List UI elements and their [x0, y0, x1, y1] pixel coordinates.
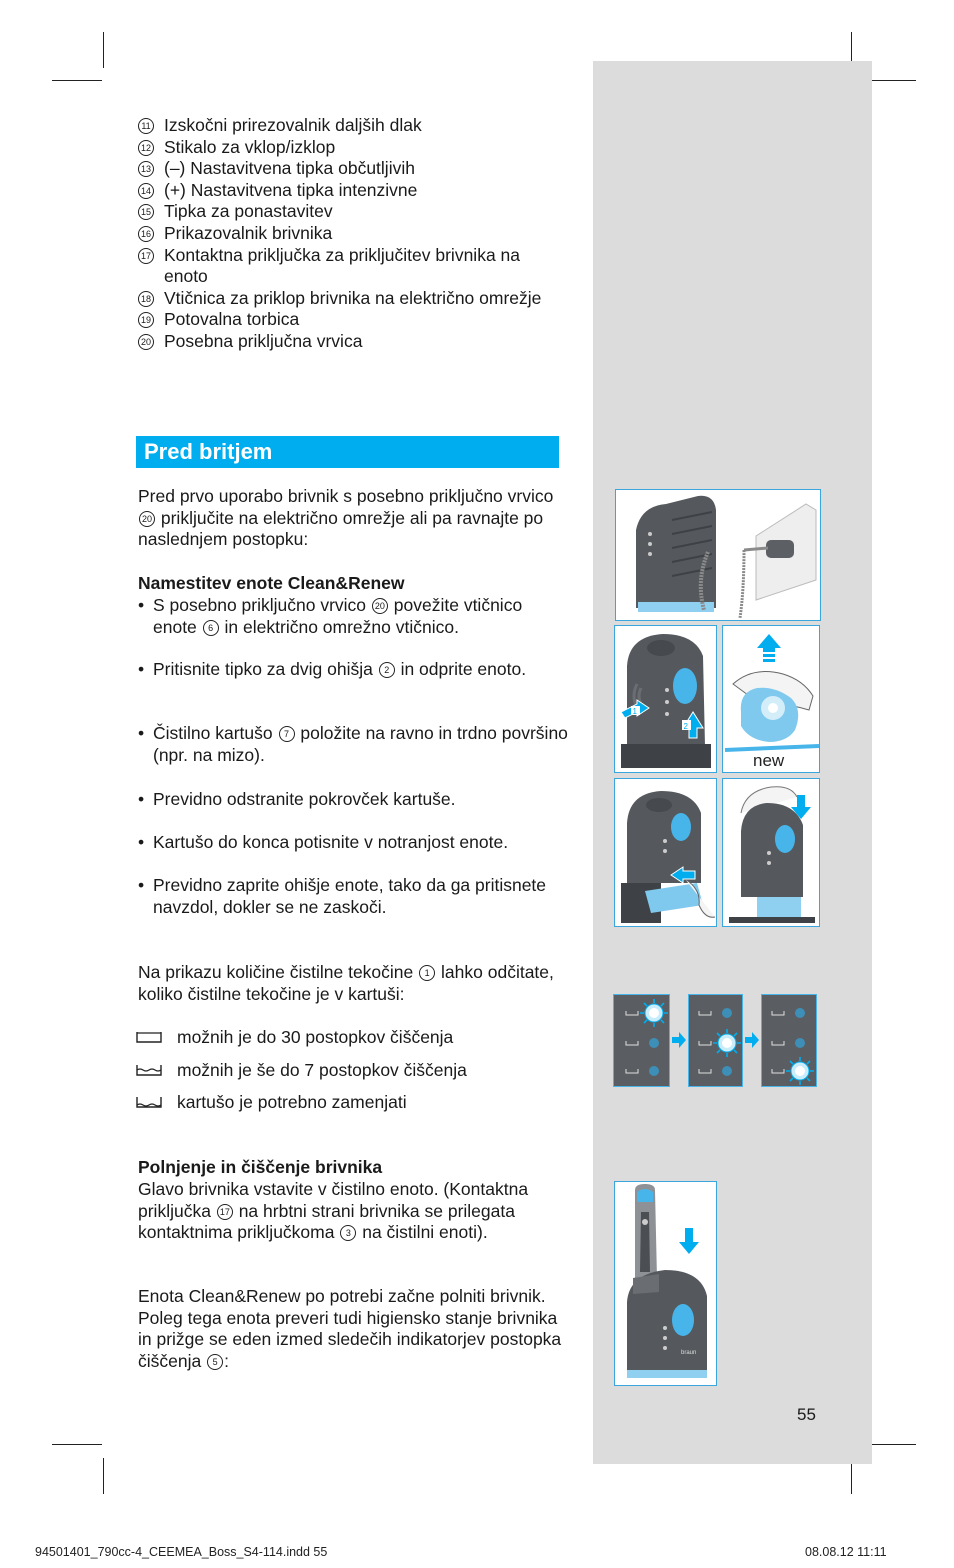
- figure-insert-cartridge: [614, 778, 717, 927]
- cartridge-full-icon: [136, 1031, 162, 1043]
- arrow-right-icon: [745, 1032, 759, 1048]
- figure-close-housing: [722, 778, 820, 927]
- parts-list: [138, 115, 568, 353]
- indicator-full-illustration: [614, 995, 669, 1086]
- figure-connect-cord: [615, 489, 821, 621]
- indicator-empty-illustration: [762, 995, 816, 1086]
- list-item: 20 Posebna priključna vrvica: [138, 331, 568, 353]
- list-item: 12 Stikalo za vklop/izklop: [138, 137, 568, 159]
- section-title: Pred britjem: [136, 436, 559, 468]
- charging-paragraph-1: Glavo brivnika vstavite v čistilno enoto. (Kontaktna priključka 17 na hrbtni strani brivnika se prilegata kontaktnima priključkoma 3 na čistilni enoti).: [138, 1179, 529, 1242]
- page-number: 55: [797, 1405, 816, 1424]
- setup-step-4: • Previdno odstranite pokrovček kartuše.: [138, 789, 456, 809]
- brand-logo: braun: [681, 1350, 697, 1356]
- indicator-panel-empty: [761, 994, 817, 1087]
- list-item: 16 Prikazovalnik brivnika: [138, 223, 568, 245]
- list-item: 14 (+) Nastavitvena tipka intenzivne: [138, 180, 568, 202]
- intro-paragraph: Pred prvo uporabo brivnik s posebno priključno vrvico 20 priključite na električno omrežje ali pa ravnajte po naslednjem postopku:: [138, 486, 554, 549]
- cartridge-low-icon: [136, 1064, 162, 1076]
- indicator-panel-full: [613, 994, 670, 1087]
- cartridge-empty-icon: [136, 1096, 162, 1108]
- list-item: 17 Kontaktna priključka za priključitev brivnika na enoto: [138, 245, 568, 288]
- list-item: 13 (–) Nastavitvena tipka občutljivih: [138, 158, 568, 180]
- ref-number: 3: [340, 1225, 356, 1241]
- ref-number: 17: [217, 1204, 233, 1220]
- setup-step-1: • S posebno priključno vrvico 20 povežite vtičnico enote 6 in električno omrežno vtičnico.: [138, 595, 523, 637]
- indicator-low-illustration: [689, 995, 742, 1086]
- shaver-docking-illustration: [615, 1182, 716, 1385]
- ref-number: 5: [207, 1354, 223, 1370]
- ref-number: 6: [203, 620, 219, 636]
- open-unit-illustration: [615, 626, 716, 772]
- close-housing-illustration: [723, 779, 819, 926]
- cleaning-unit-plug-illustration: [616, 490, 820, 620]
- figure-shaver-in-unit: [614, 1181, 717, 1386]
- ref-number: 20: [372, 598, 388, 614]
- charging-paragraph-2: Enota Clean&Renew po potrebi začne polniti brivnik. Poleg tega enota preveri tudi higiensko stanje brivnika in prižge se eden izmed sledečih indikatorjev postopka čiščenja 5 :: [138, 1286, 562, 1371]
- ref-number: 7: [279, 726, 295, 742]
- setup-heading: Namestitev enote Clean&Renew: [138, 573, 405, 593]
- step-2-label: 2: [683, 722, 688, 731]
- setup-step-6: • Previdno zaprite ohišje enote, tako da ga pritisnete navzdol, dokler se ne zaskoči.: [138, 875, 547, 917]
- footer-file-info: 94501401_790cc-4_CEEMEA_Boss_S4-114.indd 55: [35, 1545, 328, 1559]
- setup-step-2: • Pritisnite tipko za dvig ohišja 2 in odprite enoto.: [138, 659, 527, 679]
- charging-heading: Polnjenje in čiščenje brivnika: [138, 1157, 383, 1177]
- new-cartridge-label: new: [753, 751, 785, 770]
- footer-timestamp: 08.08.12 11:11: [805, 1545, 887, 1559]
- ref-number: 2: [379, 662, 395, 678]
- insert-cartridge-illustration: [615, 779, 716, 926]
- setup-step-5: • Kartušo do konca potisnite v notranjost enote.: [138, 832, 509, 852]
- figure-open-unit: [614, 625, 717, 773]
- list-item: 18 Vtičnica za priklop brivnika na električno omrežje: [138, 288, 568, 310]
- ref-number: 20: [139, 511, 155, 527]
- step-1-label: 1: [632, 707, 637, 716]
- arrow-right-icon: [672, 1032, 686, 1048]
- list-item: 11 Izskočni prirezovalnik daljših dlak: [138, 115, 568, 137]
- indicator-panel-low: [688, 994, 743, 1087]
- list-item: 19 Potovalna torbica: [138, 309, 568, 331]
- list-item: 15 Tipka za ponastavitev: [138, 201, 568, 223]
- fluid-paragraph: Na prikazu količine čistilne tekočine 1 lahko odčitate, koliko čistilne tekočine je v kartuši:: [138, 962, 554, 1004]
- setup-step-3: • Čistilno kartušo 7 položite na ravno in trdno površino (npr. na mizo).: [138, 723, 568, 765]
- ref-number: 1: [419, 965, 435, 981]
